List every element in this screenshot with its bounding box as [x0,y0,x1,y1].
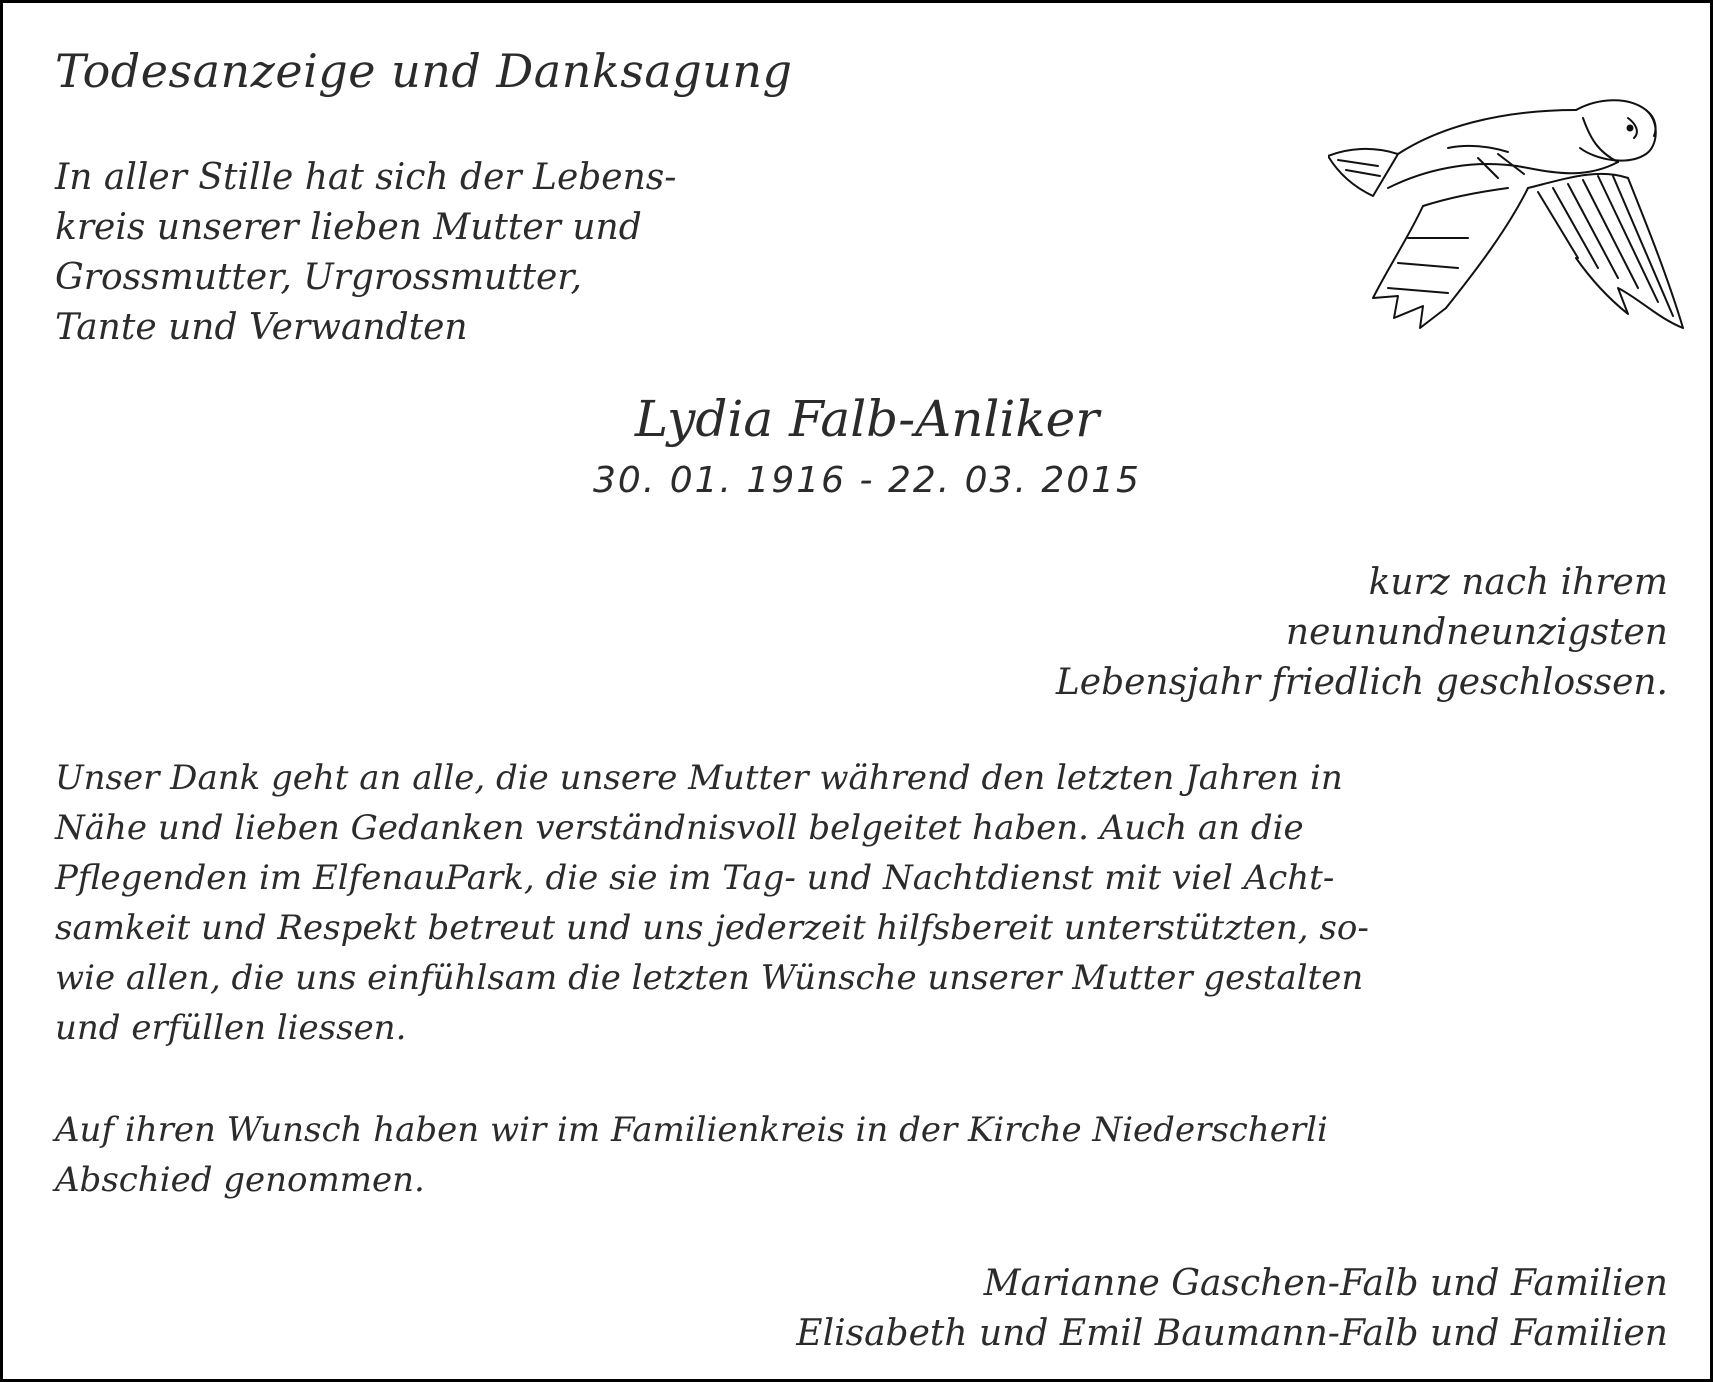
thanks-line: Unser Dank geht an alle, die unsere Mutter während den letzten Jahren in [55,758,1343,798]
farewell-line: Auf ihren Wunsch haben wir im Familienkreis in der Kirche Niederscherli [55,1110,1328,1150]
birth-date: 30. 01. 1916 [593,460,847,501]
signature-line: Marianne Gaschen-Falb und Familien [983,1263,1668,1304]
death-date: 22. 03. 2015 [887,460,1141,501]
intro-line: kreis unserer lieben Mutter und [55,207,642,248]
intro-text [55,153,676,353]
thanks-line: samkeit und Respekt betreut und uns jederzeit hilfsbereit unterstützten, so- [55,908,1369,948]
life-dates [3,458,1713,504]
farewell-paragraph [55,1105,1328,1205]
thanks-line: wie allen, die uns einfühlsam die letzten Wünsche unserer Mutter gestalten [55,958,1364,998]
intro-line: Grossmutter, Urgrossmutter, [55,257,582,298]
thanks-paragraph [55,753,1369,1053]
closing-line: neunundneunzigsten [1285,612,1668,653]
signature-line: Elisabeth und Emil Baumann-Falb und Familien [796,1313,1668,1354]
intro-line: Tante und Verwandten [55,307,468,348]
bird-sketch-icon [1328,88,1688,348]
date-separator: - [846,460,888,501]
signatures [796,1259,1668,1359]
thanks-line: und erfüllen liessen. [55,1008,407,1048]
closing-text [1056,558,1668,708]
thanks-line: Pflegenden im ElfenauPark, die sie im Tag- und Nachtdienst mit viel Acht- [55,858,1335,898]
closing-line: kurz nach ihrem [1368,562,1668,603]
closing-line: Lebensjahr friedlich geschlossen. [1055,662,1668,703]
heading: Todesanzeige und Danksagung [55,44,793,98]
farewell-line: Abschied genommen. [55,1160,425,1200]
intro-line: In aller Stille hat sich der Lebens- [55,157,677,198]
thanks-line: Nähe und lieben Gedanken verständnisvoll belgeitet haben. Auch an die [55,808,1304,848]
deceased-name: Lydia Falb-Anliker [634,390,1100,448]
